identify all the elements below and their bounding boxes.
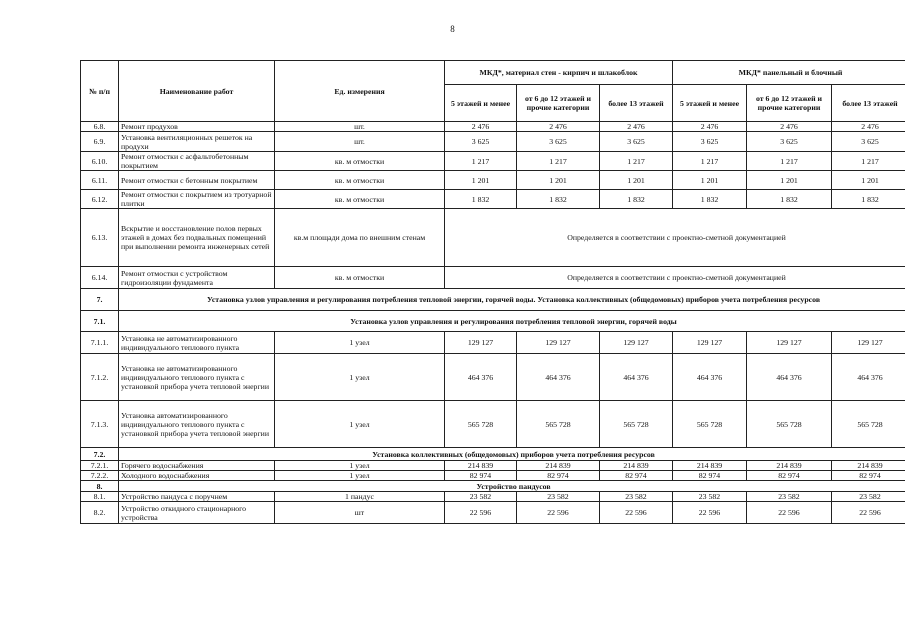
section-row <box>81 311 905 332</box>
row-number: 7.2.1. <box>81 461 119 471</box>
rates-table <box>80 60 905 524</box>
value-cell: 1 217 <box>832 152 905 171</box>
section-row <box>81 481 905 492</box>
table-row <box>81 401 905 448</box>
value-cell: 1 217 <box>517 152 600 171</box>
value-cell: 23 582 <box>747 492 832 502</box>
row-number: 7.2.2. <box>81 471 119 481</box>
work-name: Горячего водоснабжения <box>119 461 275 471</box>
value-cell: 129 127 <box>832 332 905 354</box>
value-cell: 565 728 <box>517 401 600 448</box>
value-cell: 1 832 <box>600 190 673 209</box>
work-name: Ремонт отмостки с покрытием из тротуарной плитки <box>119 190 275 209</box>
section-row <box>81 289 905 311</box>
section-title: Установка коллективных (общедомовых) приборов учета потребления ресурсов <box>119 448 905 461</box>
table-row <box>81 171 905 190</box>
section-row <box>81 448 905 461</box>
table-row <box>81 267 905 289</box>
value-cell: 2 476 <box>747 122 832 132</box>
value-cell: 214 839 <box>600 461 673 471</box>
value-cell: 23 582 <box>445 492 517 502</box>
value-cell: 464 376 <box>673 354 747 401</box>
header-sub: 5 этажей и менее <box>445 85 517 122</box>
header-row-1 <box>81 61 905 85</box>
work-name: Ремонт отмостки с устройством гидроизоляции фундамента <box>119 267 275 289</box>
value-cell: 2 476 <box>517 122 600 132</box>
value-cell: 129 127 <box>673 332 747 354</box>
header-sub: более 13 этажей <box>600 85 673 122</box>
work-name: Установка не автоматизированного индивидуального теплового пункта <box>119 332 275 354</box>
work-name: Вскрытие и восстановление полов первых этажей в домах без подвальных помещений при выполнении ремонта инженерных сетей <box>119 209 275 267</box>
table-row <box>81 209 905 267</box>
value-cell: 129 127 <box>600 332 673 354</box>
unit-cell: 1 узел <box>275 471 445 481</box>
value-cell: 82 974 <box>747 471 832 481</box>
row-number: 7. <box>81 289 119 311</box>
value-cell: 2 476 <box>445 122 517 132</box>
value-cell: 22 596 <box>747 502 832 524</box>
unit-cell: шт. <box>275 122 445 132</box>
unit-cell: кв. м отмостки <box>275 171 445 190</box>
header-sub: от 6 до 12 этажей и прочие категории <box>517 85 600 122</box>
header-sub: 5 этажей и менее <box>673 85 747 122</box>
row-number: 6.9. <box>81 132 119 152</box>
value-cell: 565 728 <box>600 401 673 448</box>
value-cell: 3 625 <box>600 132 673 152</box>
value-cell: 214 839 <box>517 461 600 471</box>
value-cell: 3 625 <box>517 132 600 152</box>
header-group-brick: МКД*, материал стен - кирпич и шлакоблок <box>445 61 673 85</box>
table-row <box>81 132 905 152</box>
value-cell: 464 376 <box>517 354 600 401</box>
value-cell: 1 217 <box>600 152 673 171</box>
value-cell: 22 596 <box>517 502 600 524</box>
value-cell: 1 201 <box>517 171 600 190</box>
value-cell: 22 596 <box>832 502 905 524</box>
value-cell: 2 476 <box>832 122 905 132</box>
value-cell: 22 596 <box>673 502 747 524</box>
section-title: Устройство пандусов <box>119 481 905 492</box>
value-cell: 2 476 <box>600 122 673 132</box>
row-number: 8.2. <box>81 502 119 524</box>
value-cell: 129 127 <box>517 332 600 354</box>
table-row <box>81 332 905 354</box>
work-name: Установка вентиляционных решеток на продухи <box>119 132 275 152</box>
table-row <box>81 492 905 502</box>
value-cell: 82 974 <box>832 471 905 481</box>
value-cell: 3 625 <box>673 132 747 152</box>
value-cell: 1 201 <box>600 171 673 190</box>
unit-cell: шт. <box>275 132 445 152</box>
page-number: 8 <box>450 24 455 34</box>
value-cell: 23 582 <box>832 492 905 502</box>
value-cell: 565 728 <box>673 401 747 448</box>
row-number: 7.1.2. <box>81 354 119 401</box>
table-row <box>81 461 905 471</box>
work-name: Установка не автоматизированного индивидуального теплового пункта с установкой прибора учета тепловой энергии <box>119 354 275 401</box>
value-cell: 22 596 <box>445 502 517 524</box>
header-sub: более 13 этажей <box>832 85 905 122</box>
work-name: Установка автоматизированного индивидуального теплового пункта с установкой прибора учета тепловой энергии <box>119 401 275 448</box>
value-cell: 82 974 <box>673 471 747 481</box>
value-cell: 23 582 <box>673 492 747 502</box>
value-cell: 1 217 <box>747 152 832 171</box>
value-cell: 464 376 <box>747 354 832 401</box>
section-title: Установка узлов управления и регулирования потребления тепловой энергии, горячей воды <box>119 311 905 332</box>
value-cell: 1 832 <box>445 190 517 209</box>
value-cell: 464 376 <box>445 354 517 401</box>
value-cell: 82 974 <box>445 471 517 481</box>
work-name: Устройство откидного стационарного устройства <box>119 502 275 524</box>
value-cell: 82 974 <box>517 471 600 481</box>
value-cell: 129 127 <box>747 332 832 354</box>
unit-cell: 1 узел <box>275 401 445 448</box>
table-row <box>81 152 905 171</box>
value-cell: 3 625 <box>445 132 517 152</box>
value-cell: 1 201 <box>832 171 905 190</box>
table-row <box>81 502 905 524</box>
value-cell: 23 582 <box>600 492 673 502</box>
row-number: 6.10. <box>81 152 119 171</box>
row-number: 7.1.1. <box>81 332 119 354</box>
value-cell: 23 582 <box>517 492 600 502</box>
header-unit: Ед. измерения <box>275 61 445 122</box>
value-cell: 1 217 <box>673 152 747 171</box>
row-number: 6.8. <box>81 122 119 132</box>
unit-cell: кв. м отмостки <box>275 152 445 171</box>
unit-cell: кв. м отмостки <box>275 267 445 289</box>
value-cell: 214 839 <box>673 461 747 471</box>
value-cell: 214 839 <box>832 461 905 471</box>
header-group-panel: МКД* панельный и блочный <box>673 61 905 85</box>
table-body <box>81 61 905 524</box>
value-cell: 1 832 <box>747 190 832 209</box>
work-name: Устройство пандуса с поручнем <box>119 492 275 502</box>
value-cell: 1 201 <box>747 171 832 190</box>
row-number: 6.14. <box>81 267 119 289</box>
row-number: 8.1. <box>81 492 119 502</box>
table-row <box>81 122 905 132</box>
work-name: Ремонт отмостки с бетонным покрытием <box>119 171 275 190</box>
row-number: 6.12. <box>81 190 119 209</box>
header-sub: от 6 до 12 этажей и прочие категории <box>747 85 832 122</box>
value-cell: 129 127 <box>445 332 517 354</box>
table-row <box>81 471 905 481</box>
value-cell: 1 201 <box>673 171 747 190</box>
work-name: Ремонт продухов <box>119 122 275 132</box>
row-number: 7.1. <box>81 311 119 332</box>
row-number: 8. <box>81 481 119 492</box>
work-name: Холодного водоснабжения <box>119 471 275 481</box>
merged-note: Определяется в соответствии с проектно-сметной документацией <box>445 209 905 267</box>
value-cell: 464 376 <box>832 354 905 401</box>
value-cell: 565 728 <box>445 401 517 448</box>
unit-cell: кв.м площади дома по внешним стенам <box>275 209 445 267</box>
value-cell: 1 201 <box>445 171 517 190</box>
unit-cell: 1 узел <box>275 332 445 354</box>
section-title: Установка узлов управления и регулирования потребления тепловой энергии, горячей воды. Установка коллективных (общедомовых) приборов учета потребления ресурсов <box>119 289 905 311</box>
row-number: 7.1.3. <box>81 401 119 448</box>
work-name: Ремонт отмостки с асфальтобетонным покрытием <box>119 152 275 171</box>
row-number: 7.2. <box>81 448 119 461</box>
value-cell: 82 974 <box>600 471 673 481</box>
unit-cell: кв. м отмостки <box>275 190 445 209</box>
row-number: 6.11. <box>81 171 119 190</box>
value-cell: 214 839 <box>747 461 832 471</box>
value-cell: 565 728 <box>747 401 832 448</box>
row-number: 6.13. <box>81 209 119 267</box>
unit-cell: шт <box>275 502 445 524</box>
value-cell: 565 728 <box>832 401 905 448</box>
merged-note: Определяется в соответствии с проектно-сметной документацией <box>445 267 905 289</box>
value-cell: 214 839 <box>445 461 517 471</box>
value-cell: 3 625 <box>747 132 832 152</box>
header-name: Наименование работ <box>119 61 275 122</box>
unit-cell: 1 узел <box>275 354 445 401</box>
value-cell: 1 832 <box>673 190 747 209</box>
table-row <box>81 354 905 401</box>
value-cell: 22 596 <box>600 502 673 524</box>
unit-cell: 1 узел <box>275 461 445 471</box>
table-row <box>81 190 905 209</box>
value-cell: 1 217 <box>445 152 517 171</box>
value-cell: 1 832 <box>832 190 905 209</box>
value-cell: 3 625 <box>832 132 905 152</box>
unit-cell: 1 пандус <box>275 492 445 502</box>
value-cell: 1 832 <box>517 190 600 209</box>
value-cell: 2 476 <box>673 122 747 132</box>
value-cell: 464 376 <box>600 354 673 401</box>
header-num: № п/п <box>81 61 119 122</box>
